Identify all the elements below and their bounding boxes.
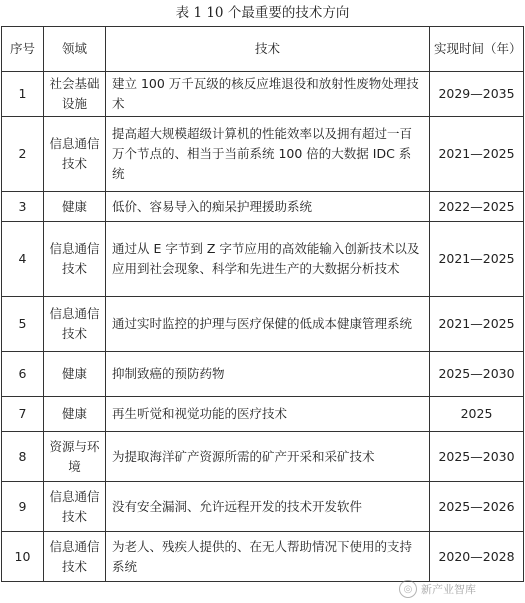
wechat-logo-icon: ◎ xyxy=(399,580,417,598)
table-row xyxy=(2,117,524,192)
row-field: 健康 xyxy=(44,192,106,222)
row-tech: 提高超大规模超级计算机的性能效率以及拥有超过一百万个节点的、相当于当前系统 100 倍的大数据 IDC 系统 xyxy=(106,117,430,192)
table-header-row xyxy=(2,27,524,72)
row-time: 2025—2030 xyxy=(430,432,524,482)
row-time: 2021—2025 xyxy=(430,297,524,352)
row-tech: 建立 100 万千瓦级的核反应堆退役和放射性废物处理技术 xyxy=(106,72,430,117)
row-no: 8 xyxy=(2,432,44,482)
table-row xyxy=(2,297,524,352)
row-time: 2020—2028 xyxy=(430,532,524,582)
row-no: 6 xyxy=(2,352,44,397)
row-field: 信息通信技术 xyxy=(44,482,106,532)
header-tech: 技术 xyxy=(106,27,430,72)
row-time: 2022—2025 xyxy=(430,192,524,222)
row-field: 资源与环境 xyxy=(44,432,106,482)
table-row xyxy=(2,432,524,482)
row-no: 9 xyxy=(2,482,44,532)
row-field: 健康 xyxy=(44,397,106,432)
technology-table xyxy=(1,26,524,582)
row-tech: 没有安全漏洞、允许远程开发的技术开发软件 xyxy=(106,482,430,532)
row-no: 3 xyxy=(2,192,44,222)
row-no: 5 xyxy=(2,297,44,352)
row-time: 2021—2025 xyxy=(430,222,524,297)
row-time: 2025 xyxy=(430,397,524,432)
table-row xyxy=(2,532,524,582)
row-no: 4 xyxy=(2,222,44,297)
row-field: 信息通信技术 xyxy=(44,532,106,582)
header-time: 实现时间（年） xyxy=(430,27,524,72)
header-no: 序号 xyxy=(2,27,44,72)
table-row xyxy=(2,397,524,432)
row-field: 社会基础设施 xyxy=(44,72,106,117)
row-field: 信息通信技术 xyxy=(44,297,106,352)
row-tech: 再生听觉和视觉功能的医疗技术 xyxy=(106,397,430,432)
row-field: 信息通信技术 xyxy=(44,117,106,192)
row-time: 2025—2026 xyxy=(430,482,524,532)
row-tech: 为老人、残疾人提供的、在无人帮助情况下使用的支持系统 xyxy=(106,532,430,582)
row-tech: 低价、容易导入的痴呆护理援助系统 xyxy=(106,192,430,222)
row-time: 2029—2035 xyxy=(430,72,524,117)
watermark-text: 新产业智库 xyxy=(421,583,476,596)
row-field: 健康 xyxy=(44,352,106,397)
table-row xyxy=(2,352,524,397)
table-row xyxy=(2,222,524,297)
row-no: 10 xyxy=(2,532,44,582)
table-row xyxy=(2,482,524,532)
row-field: 信息通信技术 xyxy=(44,222,106,297)
header-field: 领域 xyxy=(44,27,106,72)
row-no: 7 xyxy=(2,397,44,432)
table-row xyxy=(2,192,524,222)
watermark xyxy=(399,579,519,599)
row-tech: 通过实时监控的护理与医疗保健的低成本健康管理系统 xyxy=(106,297,430,352)
table-row xyxy=(2,72,524,117)
row-tech: 通过从 E 字节到 Z 字节应用的高效能输入创新技术以及应用到社会现象、科学和先进生产的大数据分析技术 xyxy=(106,222,430,297)
row-time: 2025—2030 xyxy=(430,352,524,397)
table-caption: 表 1 10 个最重要的技术方向 xyxy=(175,5,350,21)
row-no: 1 xyxy=(2,72,44,117)
row-tech: 为提取海洋矿产资源所需的矿产开采和采矿技术 xyxy=(106,432,430,482)
row-time: 2021—2025 xyxy=(430,117,524,192)
row-tech: 抑制致癌的预防药物 xyxy=(106,352,430,397)
row-no: 2 xyxy=(2,117,44,192)
